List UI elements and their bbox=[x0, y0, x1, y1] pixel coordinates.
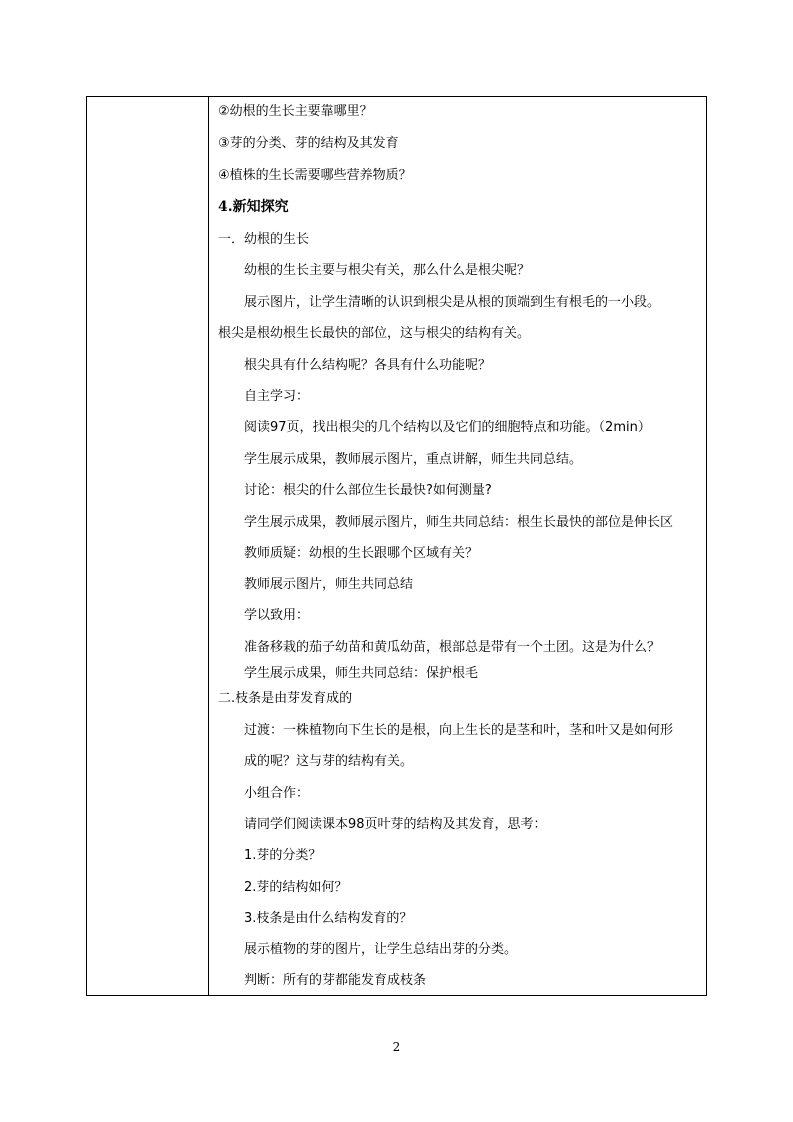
text-line: 幼根的生长主要与根尖有关，那么什么是根尖呢？ bbox=[244, 263, 531, 278]
text-line: 学生展示成果，教师展示图片，师生共同总结：根生长最快的部位是伸长区 bbox=[244, 515, 674, 530]
text-line: 教师质疑：幼根的生长跟哪个区域有关？ bbox=[244, 546, 479, 561]
text-line: 学生展示成果，教师展示图片，重点讲解，师生共同总结。 bbox=[244, 452, 583, 467]
list-item: 3.枝条是由什么结构发育的？ bbox=[244, 911, 413, 926]
text-line: ④植株的生长需要哪些营养物质？ bbox=[218, 168, 412, 183]
subsection-heading: 一．幼根的生长 bbox=[218, 232, 310, 247]
text-line: 学生展示成果，师生共同总结：保护根毛 bbox=[244, 666, 479, 681]
text-line: 请同学们阅读课本98页叶芽的结构及其发育，思考： bbox=[244, 817, 547, 832]
text-line: 讨论：根尖的什么部位生长最快?如何测量? bbox=[244, 483, 492, 498]
text-line: 根尖是根幼根生长最快的部位，这与根尖的结构有关。 bbox=[218, 326, 531, 341]
text-line: 准备移栽的茄子幼苗和黄瓜幼苗，根部总是带有一个土团。这是为什么？ bbox=[244, 640, 661, 655]
list-item: 2.芽的结构如何？ bbox=[244, 880, 348, 895]
text-line: 成的呢？这与芽的结构有关。 bbox=[244, 754, 414, 769]
text-line: 阅读97页，找出根尖的几个结构以及它们的细胞特点和功能。（2min） bbox=[244, 420, 651, 435]
text-line: 根尖具有什么结构呢？各具有什么功能呢？ bbox=[244, 358, 492, 373]
text-line: 展示植物的芽的图片，让学生总结出芽的分类。 bbox=[244, 942, 518, 957]
subsection-heading: 二.枝条是由芽发育成的 bbox=[218, 691, 353, 706]
list-item: 1.芽的分类？ bbox=[244, 848, 322, 863]
section-heading: 4.新知探究 bbox=[218, 199, 289, 215]
page-number: 2 bbox=[392, 1040, 401, 1054]
text-line: ③芽的分类、芽的结构及其发育 bbox=[218, 136, 399, 151]
text-line: 过渡：一株植物向下生长的是根，向上生长的是茎和叶，茎和叶又是如何形 bbox=[244, 723, 674, 738]
text-line: 学以致用： bbox=[244, 608, 310, 623]
text-line: 判断：所有的芽都能发育成枝条 bbox=[244, 973, 427, 988]
text-line: ②幼根的生长主要靠哪里？ bbox=[218, 104, 373, 119]
text-line: 自主学习： bbox=[244, 389, 310, 404]
lesson-table bbox=[86, 96, 707, 996]
content-cell bbox=[87, 97, 706, 995]
text-line: 教师展示图片，师生共同总结 bbox=[244, 577, 414, 592]
text-line: 小组合作： bbox=[244, 786, 310, 801]
text-line: 展示图片，让学生清晰的认识到根尖是从根的顶端到生有根毛的一小段。 bbox=[244, 295, 661, 310]
